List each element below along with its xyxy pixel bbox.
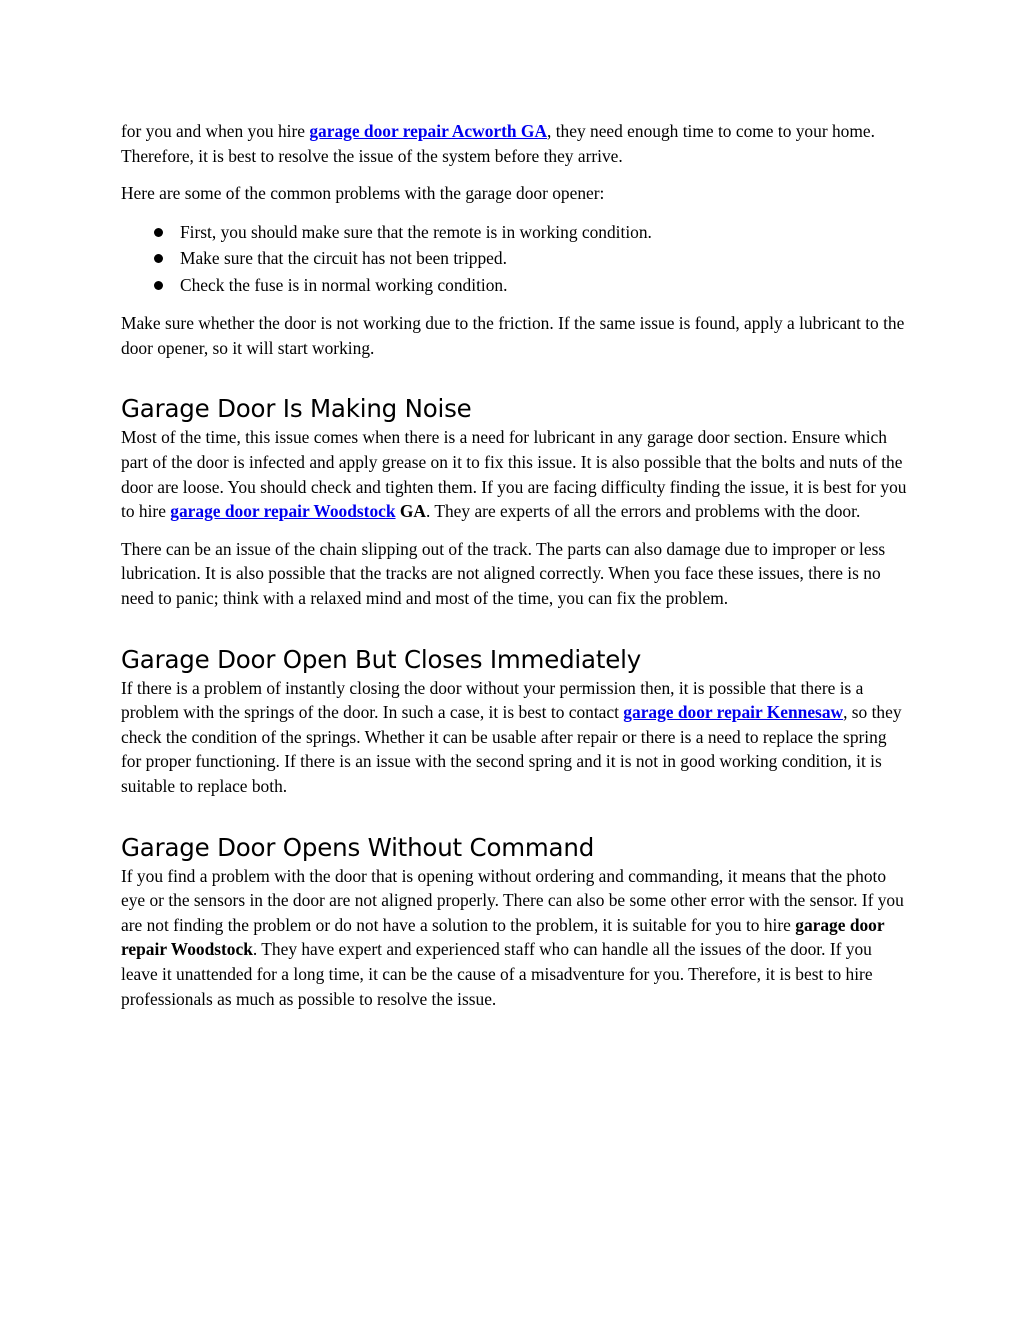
closes-text-1: If there is a problem of instantly closing the door without your permission then, it is possible that there is a problem with the springs of the door. In such a case, it is best to contact: [121, 677, 864, 723]
intro-paragraph-2: Here are some of the common problems with the garage door opener:: [121, 183, 605, 204]
list-item: [121, 272, 911, 299]
kennesaw-repair-link[interactable]: garage door repair Kennesaw: [623, 702, 844, 723]
heading-closes-immediately: Garage Door Open But Closes Immediately: [121, 644, 642, 674]
list-item: [121, 245, 911, 272]
bullet-dot-icon: [154, 254, 163, 263]
command-text-1-end: . They have expert and experienced staff who can handle all the issues of the door. If you leave it unattended for a long time, it can be the cause of a misadventure for you. Therefore, it is best to hire professionals as much as possible to resolve the issue.: [121, 939, 873, 1009]
noise-paragraph-1: [121, 425, 911, 523]
noise-text-1: Most of the time, this issue comes when there is a need for lubricant in any garage door section. Ensure which part of the door is infected and apply grease on it to fix this issue. It is also possible that the bolts and nuts of the door are loose. You should check and tighten them. If you are facing difficulty finding the issue, it is best for you to hire: [121, 427, 907, 522]
acworth-repair-link[interactable]: garage door repair Acworth GA: [309, 121, 548, 141]
heading-opens-without-command: Garage Door Opens Without Command: [121, 832, 595, 862]
woodstock-bold-suffix: GA: [395, 501, 426, 522]
noise-paragraph-2: There can be an issue of the chain slipping out of the track. The parts can also damage due to improper or less lubrication. It is also possible that the tracks are not aligned correctly. When you face these issues, there is no need to panic; think with a relaxed mind and most of the time, you can fix the problem.: [121, 538, 886, 609]
list-item-text: Make sure that the circuit has not been tripped.: [180, 248, 507, 269]
noise-text-1-end: . They are experts of all the errors and problems with the door.: [425, 501, 861, 522]
intro-paragraph-3: Make sure whether the door is not working due to the friction. If the same issue is found, apply a lubricant to the door opener, so it will start working.: [121, 313, 905, 358]
intro-text-1: for you and when you hire: [121, 121, 310, 141]
list-item-text: Check the fuse is in normal working condition.: [180, 274, 508, 295]
bullet-dot-icon: [154, 281, 163, 290]
closes-paragraph-1: [121, 676, 911, 799]
list-item-text: First, you should make sure that the remote is in working condition.: [180, 221, 652, 242]
bullet-dot-icon: [154, 228, 163, 237]
command-paragraph-1: [121, 864, 911, 1012]
heading-making-noise: Garage Door Is Making Noise: [121, 394, 472, 424]
closes-text-1-end: , so they check the condition of the springs. Whether it can be usable after repair or there is a need to replace the spring for proper functioning. If there is an issue with the second spring and it is not in good working condition, it is suitable to replace both.: [121, 702, 902, 796]
opener-problems-list: [121, 219, 911, 299]
list-item: [121, 219, 911, 246]
woodstock-repair-link[interactable]: garage door repair Woodstock: [170, 501, 396, 522]
intro-text-1-end: , they need enough time to come to your home. Therefore, it is best to resolve the issue of the system before they arrive.: [121, 121, 875, 166]
command-text-1: If you find a problem with the door that is opening without ordering and commanding, it means that the photo eye or the sensors in the door are not aligned properly. There can also be some other error with the sensor. If you are not finding the problem or do not have a solution to the problem, it is suitable for you to hire: [121, 865, 904, 935]
intro-paragraph-1: [121, 119, 911, 168]
document-page: [121, 119, 911, 1024]
woodstock-bold-text: garage door repair Woodstock: [121, 914, 885, 960]
